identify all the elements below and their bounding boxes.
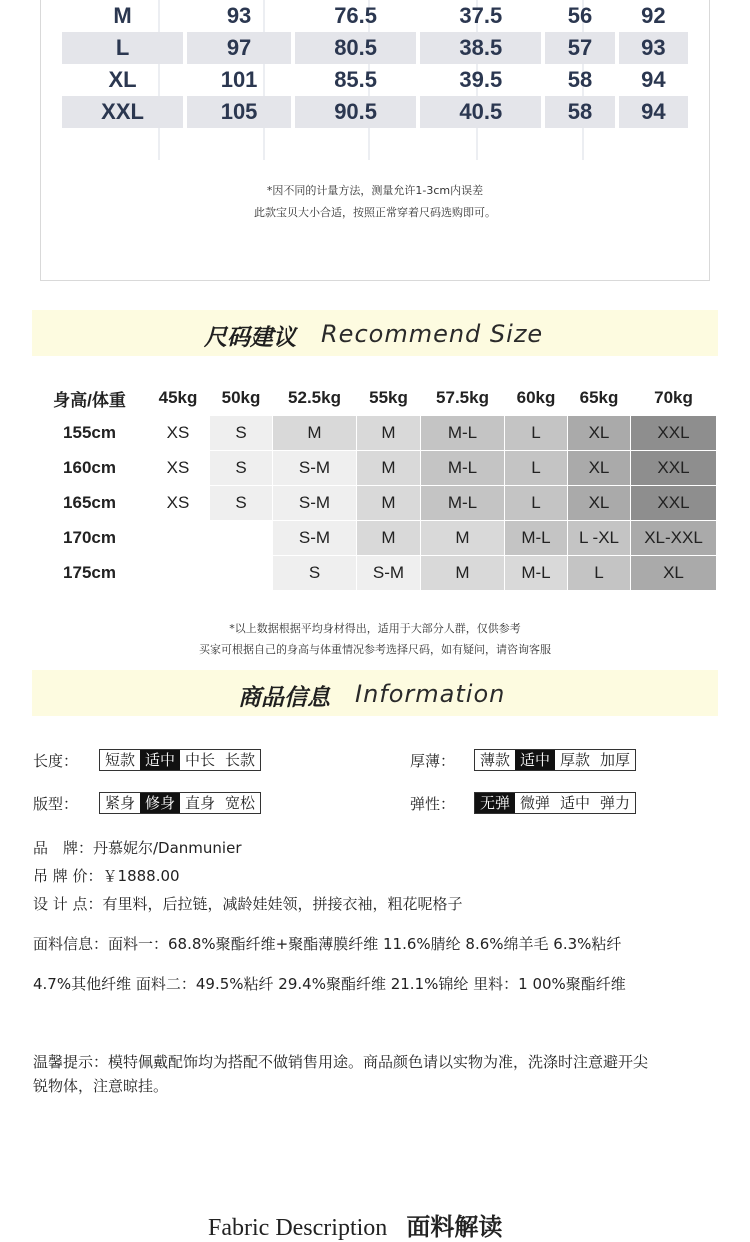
thickness-option: 厚款: [560, 751, 591, 769]
fabric-heading-cn: 面料解读: [406, 1213, 503, 1241]
recommend-row: 155cm XS S M M M-L L XL XXL: [33, 416, 717, 451]
fit-option: 宽松: [225, 794, 256, 812]
design-line: 设 计 点：有里料，后拉链，减龄娃娃领，拼接衣袖，粗花呢格子: [33, 895, 463, 913]
length-option: 长款: [225, 751, 256, 769]
thickness-option-selected: 适中: [515, 750, 555, 770]
recommend-title-en: Recommend Size: [321, 320, 544, 348]
fit-label: 版型：: [33, 795, 79, 813]
elasticity-option: 适中: [560, 794, 591, 812]
recommend-row: 170cm S-M M M M-L L -XL XL-XXL: [33, 521, 717, 556]
tip-line-1: 温馨提示：模特佩戴配饰均为搭配不做销售用途。商品颜色请以实物为准，洗涤时注意避开尖: [33, 1053, 649, 1071]
thickness-option: 薄款: [480, 751, 511, 769]
length-label: 长度：: [33, 752, 79, 770]
elasticity-option: 弹力: [600, 794, 631, 812]
information-banner: [32, 670, 718, 716]
size-row: XXL 105 90.5 40.5 58 94: [62, 96, 688, 128]
elasticity-option-selected: 无弹: [475, 793, 515, 813]
fit-option: 直身: [185, 794, 216, 812]
thickness-options: [474, 749, 636, 771]
elasticity-option: 微弹: [520, 794, 551, 812]
thickness-label: 厚薄：: [410, 752, 456, 770]
size-row: M 93 76.5 37.5 56 92: [113, 3, 666, 28]
recommend-size-banner: [32, 310, 718, 356]
recommend-title-cn: 尺码建议: [204, 325, 296, 351]
recommend-note-2: 买家可根据自己的身高与体重情况参考选择尺码，如有疑问，请咨询客服: [199, 643, 551, 656]
recommend-note-1: *以上数据根据平均身材得出，适用于大部分人群，仅供参考: [229, 622, 521, 635]
length-options: [99, 749, 261, 771]
fabric-description-heading: [208, 1207, 502, 1242]
tip-line-2: 锐物体，注意晾挂。: [33, 1077, 169, 1095]
elasticity-label: 弹性：: [410, 795, 456, 813]
elasticity-options: [474, 792, 636, 814]
size-note-1: *因不同的计量方法，测量允许1-3cm内误差: [266, 184, 484, 197]
length-option-selected: 适中: [140, 750, 180, 770]
fabric-line-1: 面料信息：面料一：68.8%聚酯纤维+聚酯薄膜纤维 11.6%腈纶 8.6%绵羊毛 6.3%粘纤: [33, 935, 622, 953]
recommend-size-table: [32, 380, 717, 591]
fit-option-selected: 修身: [140, 793, 180, 813]
size-chart-table: [58, 0, 692, 128]
information-title-cn: 商品信息: [238, 685, 330, 711]
recommend-row: 175cm S S-M M M-L L XL: [33, 556, 717, 591]
size-row: XL 101 85.5 39.5 58 94: [108, 67, 666, 92]
information-title-en: Information: [355, 680, 506, 708]
length-option: 短款: [105, 751, 136, 769]
brand-line: 品 牌：丹慕妮尔/Danmunier: [33, 839, 242, 857]
recommend-row: 160cm XS S S-M M M-L L XL XXL: [33, 451, 717, 486]
recommend-header-row: 身高/体重 45kg 50kg 52.5kg 55kg 57.5kg 60kg 65kg 70kg: [33, 381, 717, 416]
recommend-row: 165cm XS S S-M M M-L L XL XXL: [33, 486, 717, 521]
fabric-heading-en: Fabric Description: [208, 1215, 388, 1241]
fit-options: [99, 792, 261, 814]
thickness-option: 加厚: [600, 751, 631, 769]
length-option: 中长: [185, 751, 216, 769]
fabric-line-2: 4.7%其他纤维 面料二：49.5%粘纤 29.4%聚酯纤维 21.1%锦纶 里料：1 00%聚酯纤维: [33, 975, 626, 993]
size-note-2: 此款宝贝大小合适，按照正常穿着尺码选购即可。: [254, 206, 496, 219]
size-row: L 97 80.5 38.5 57 93: [62, 32, 688, 64]
price-line: 吊 牌 价：￥1888.00: [33, 867, 180, 885]
fit-option: 紧身: [105, 794, 136, 812]
